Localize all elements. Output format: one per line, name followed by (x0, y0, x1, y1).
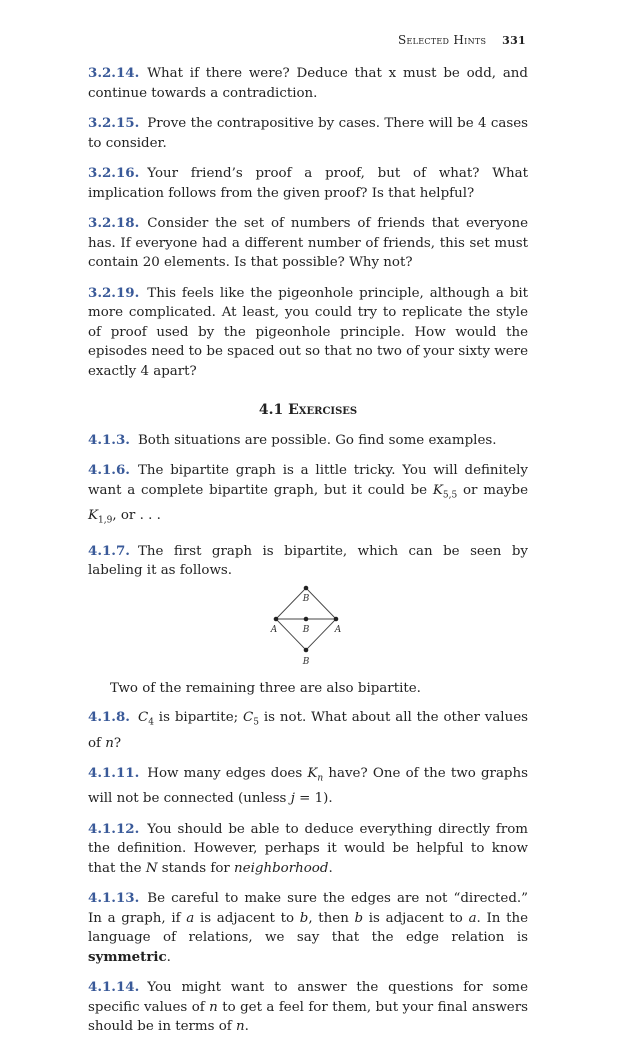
hint-text: , or . . . (112, 507, 161, 523)
running-header (398, 33, 526, 47)
hint-text: This feels like the pigeonhole principle, although a bit more complicated. At least, you could try to replicate the style of proof used by the pigeonhole principle. How would the episodes need to be spaced out so that no two of your sixty were exactly 4 apart? (88, 285, 528, 379)
math-subscript: 5,5 (442, 490, 458, 501)
hint-4-1-12 (88, 820, 528, 879)
hint-text: Both situations are possible. Go find some examples. (137, 432, 497, 448)
graph-edge (306, 588, 336, 619)
math-subscript: 1,9 (98, 515, 113, 526)
hint-4-1-13 (88, 889, 528, 967)
math-n: n (236, 1019, 245, 1035)
hint-label: 4.1.8. (88, 709, 130, 726)
hint-text: . In the language of relations, we say that the edge relation is (88, 910, 529, 946)
vertex-label: B (302, 593, 310, 604)
header-title: Selected Hints (397, 33, 487, 47)
section-title: Exercises (288, 402, 358, 418)
math-a: a (468, 910, 477, 926)
hint-label: 4.1.11. (88, 765, 140, 782)
hint-text: Be careful to make sure the edges are not “directed.” In a graph, if (88, 891, 528, 926)
hint-text: to get a feel for them, but your final answers should be in terms of (88, 999, 528, 1035)
hint-label: 3.2.15. (88, 115, 140, 131)
hint-3-2-19 (88, 284, 528, 382)
hint-4-1-6 (88, 461, 528, 531)
hint-3-2-14 (88, 64, 528, 103)
math-subscript: 5 (253, 718, 259, 729)
math-k: K (432, 482, 443, 498)
hint-label: 3.2.18. (88, 215, 140, 231)
hint-text: You might want to answer the questions for some specific values of (88, 980, 528, 1015)
graph-vertex (274, 617, 279, 622)
graph-vertex (334, 617, 339, 622)
vertex-label: B (302, 624, 310, 635)
hint-3-2-15 (88, 114, 528, 153)
hint-3-2-16 (88, 164, 528, 203)
math-k: K (88, 507, 99, 523)
hint-4-1-3 (88, 431, 528, 451)
hint-4-1-14 (88, 978, 528, 1037)
math-a: a (186, 910, 195, 926)
hint-label: 4.1.6. (88, 462, 130, 478)
bipartite-graph-figure (88, 585, 528, 671)
hint-4-1-7 (88, 542, 528, 581)
hint-text: or maybe (457, 482, 528, 498)
hint-text: . (328, 860, 333, 876)
hint-label: 3.2.16. (88, 165, 140, 181)
graph-edge (306, 619, 336, 650)
hint-label: 4.1.3. (88, 431, 130, 448)
hint-label: 4.1.14. (88, 979, 140, 996)
graph-svg (264, 585, 354, 669)
graph-vertex (304, 648, 309, 653)
hint-text: = 1). (294, 791, 333, 807)
hint-4-1-7-followup: Two of the remaining three are also bipartite. (110, 680, 421, 696)
hint-text: The bipartite graph is a little tricky. You will definitely want a complete bipartite graph, but it could be (88, 463, 528, 498)
math-n: n (209, 999, 218, 1015)
vertex-label: A (270, 624, 278, 635)
hint-text: , then (308, 910, 355, 926)
math-subscript: n (317, 773, 324, 784)
vertex-label: A (334, 624, 342, 635)
vertex-label: B (302, 656, 310, 667)
hint-text: stands for (157, 860, 235, 876)
emphasis-text: neighborhood (234, 860, 329, 876)
math-c: C (137, 710, 149, 726)
math-k: K (307, 766, 318, 782)
hint-text: ? (113, 735, 122, 751)
hint-text: . (244, 1019, 249, 1035)
section-heading (88, 401, 528, 421)
bold-term: symmetric (88, 948, 167, 965)
section-number: 4.1 (258, 402, 284, 418)
page-number: 331 (502, 34, 526, 47)
hint-text: Consider the set of numbers of friends that everyone has. If everyone had a different number of friends, this set must contain 20 elements. Is that possible? Why not? (88, 216, 528, 270)
math-j: j (290, 791, 295, 807)
math-n: n (105, 735, 114, 751)
hint-label: 3.2.19. (88, 284, 140, 301)
math-subscript: 4 (148, 718, 154, 729)
hint-text: is not. What about all the other values of (88, 710, 529, 751)
hint-text: is adjacent to (194, 910, 300, 926)
hint-text: Your friend’s proof a proof, but of what? What implication follows from the given proof? Is that helpful? (88, 166, 528, 201)
hint-label: 3.2.14. (88, 65, 140, 81)
graph-edge (276, 619, 306, 650)
graph-vertex (304, 586, 309, 591)
hint-4-1-8 (88, 708, 528, 753)
hint-text: is adjacent to (363, 910, 469, 926)
hint-text: have? One of the two graphs will not be connected (unless (88, 766, 528, 807)
hint-text: How many edges does (147, 766, 308, 782)
hint-label: 4.1.12. (88, 820, 140, 837)
hint-label: 4.1.13. (88, 890, 140, 907)
hint-text: Prove the contrapositive by cases. There will be 4 cases to consider. (88, 116, 528, 151)
math-b: b (354, 910, 364, 926)
math-n-letter: N (145, 860, 158, 876)
hint-label: 4.1.7. (88, 542, 130, 559)
hint-3-2-18 (88, 214, 528, 273)
hint-text: You should be able to deduce everything directly from the definition. However, perhaps it would be helpful to know that the (88, 821, 528, 876)
math-c: C (243, 710, 254, 726)
page-body (88, 64, 528, 1048)
graph-vertex (304, 617, 309, 622)
hint-text: The first graph is bipartite, which can be seen by labeling it as follows. (88, 543, 528, 579)
hint-text: What if there were? Deduce that x must be odd, and continue towards a contradiction. (88, 66, 528, 101)
hint-text: is bipartite; (153, 710, 244, 726)
hint-4-1-11 (88, 764, 528, 809)
graph-edge (276, 588, 306, 619)
hint-text: . (166, 949, 171, 965)
math-b: b (299, 910, 309, 926)
